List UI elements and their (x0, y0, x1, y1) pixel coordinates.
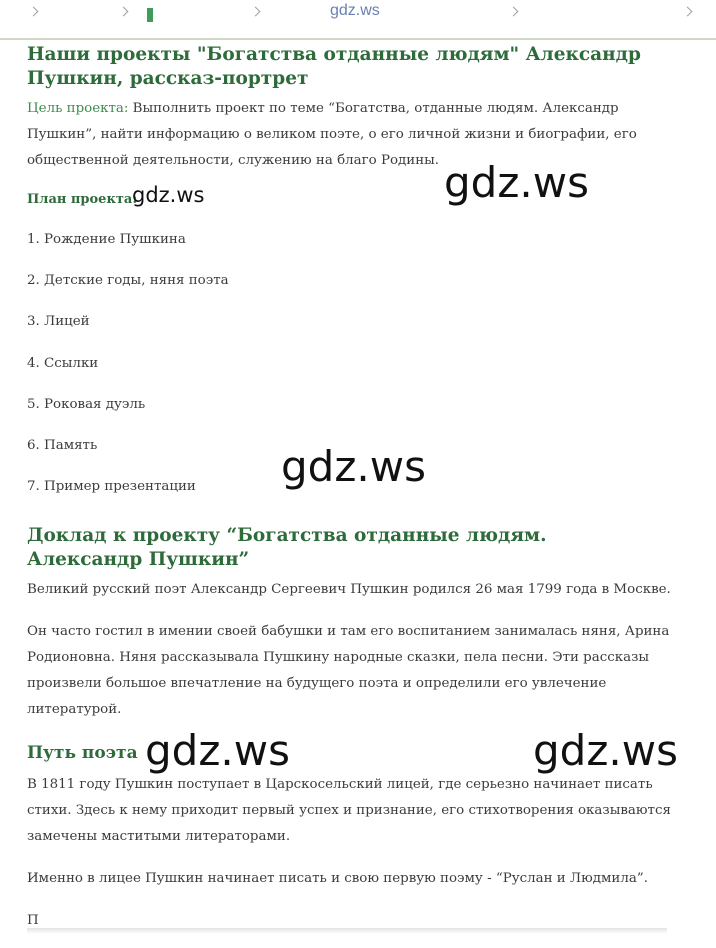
path-heading: Путь поэта (27, 743, 138, 763)
green-tag-icon (147, 8, 153, 22)
watermark: gdz.ws (281, 442, 426, 491)
watermark: gdz.ws (533, 726, 678, 775)
watermark: gdz.ws (145, 726, 290, 775)
plan-label: План проекта: (27, 192, 138, 207)
path-paragraph-cut (27, 908, 687, 948)
plan-item: 1. Рождение Пушкина (27, 232, 186, 247)
report-heading: Доклад к проекту “Богатства отданные людям. Александр Пушкин” (27, 525, 547, 570)
report-paragraph: Он часто гостил в имении своей бабушки и там его воспитанием занималась няня, Арина Родионовна. Няня рассказывала Пушкину народные сказки, пела песни. Эти рассказы произвели большое впечатление на будущего поэта и определили его увлечение литературой. (27, 624, 670, 717)
chevron-right-icon (683, 7, 693, 17)
watermark: gdz.ws (132, 183, 205, 207)
watermark: gdz.ws (444, 158, 589, 207)
path-paragraph: Именно в лицее Пушкин начинает писать и свою первую поэму - “Руслан и Людмила”. (27, 871, 648, 886)
goal-text: Выполнить проект по теме “Богатства, отданные людям. Александр Пушкин”, найти информацию о великом поэте, о его личной жизни и биографии, его общественной деятельности, служению на благо Родины. (27, 101, 637, 168)
path-paragraph: В 1811 году Пушкин поступает в Царскосельский лицей, где серьезно начинает писать стихи. Здесь к нему приходит первый успех и признание, его стихотворения оказываются замечены маститыми литераторами. (27, 777, 671, 844)
plan-item: 4. Ссылки (27, 355, 99, 371)
plan-item: 2. Детские годы, няня поэта (27, 273, 229, 289)
plan-item: 7. Пример презентации (27, 479, 196, 495)
top-watermark: gdz.ws (330, 2, 380, 19)
chevron-right-icon (509, 7, 519, 17)
report-paragraph: Великий русский поэт Александр Сергеевич Пушкин родился 26 мая 1799 года в Москве. (27, 582, 671, 597)
chevron-right-icon (251, 7, 261, 17)
plan-item: 5. Роковая дуэль (27, 396, 146, 412)
plan-list (27, 230, 229, 518)
chevron-right-icon (29, 7, 39, 17)
goal-label: Цель проекта: (27, 101, 129, 116)
cut-text: П (27, 913, 39, 928)
chevron-right-icon (119, 7, 129, 17)
top-navigation-bar (0, 0, 716, 40)
plan-item: 3. Лицей (27, 314, 90, 330)
project-heading: Наши проекты "Богатства отданные людям" Александр Пушкин, рассказ-портрет (27, 44, 641, 89)
plan-item: 6. Память (27, 437, 98, 453)
cut-line (27, 928, 667, 934)
